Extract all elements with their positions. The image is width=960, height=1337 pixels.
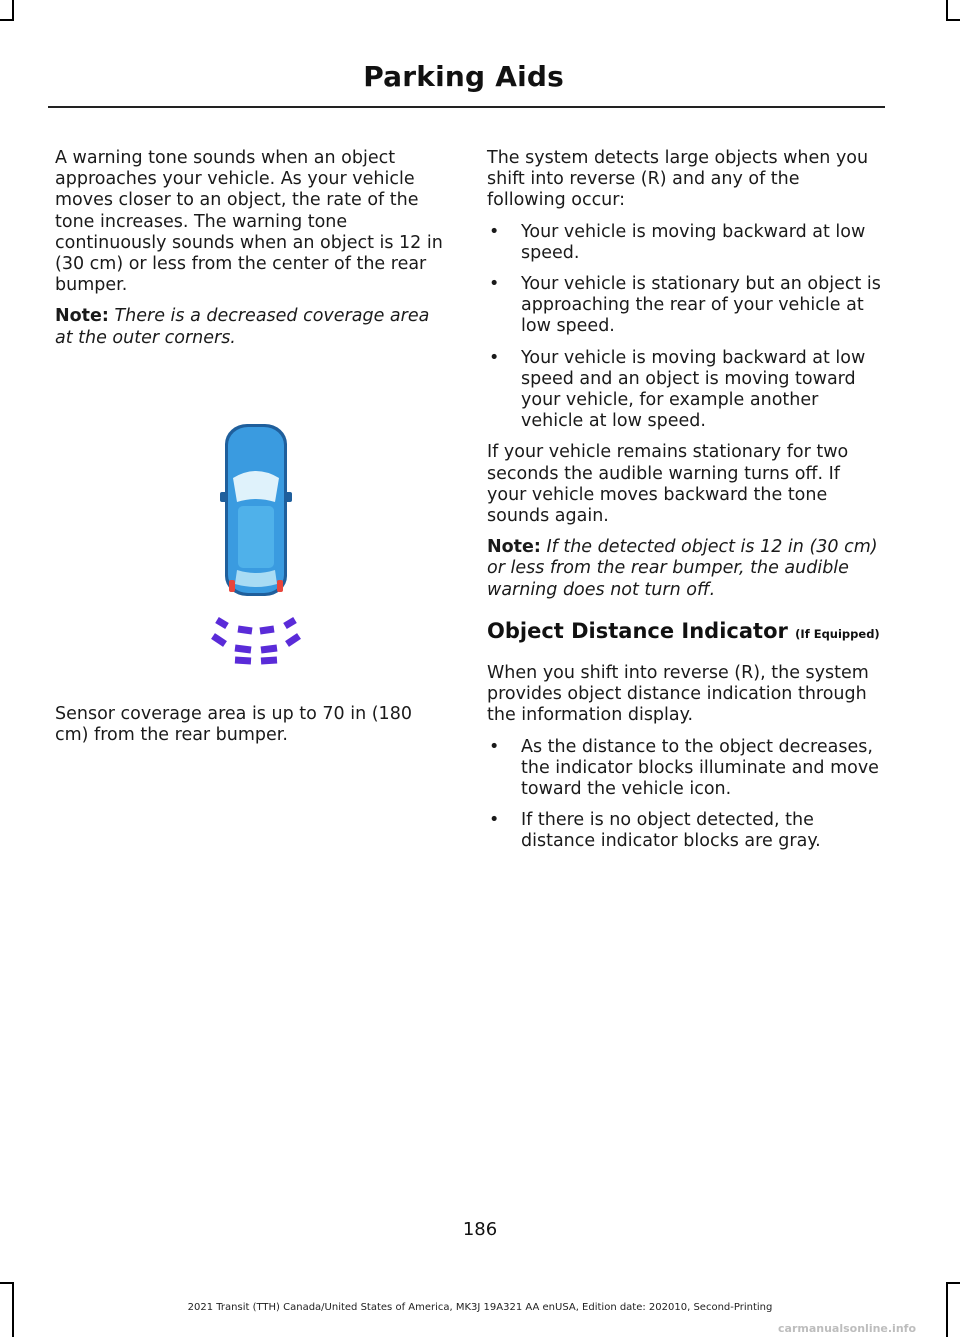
page-number: 186 [462, 1219, 498, 1240]
section-tag: (If Equipped) [795, 626, 880, 641]
footer-text: 2021 Transit (TTH) Canada/United States of America, MK3J 19A321 AA enUSA, Edition date: 202010, Second-Printing [187, 1302, 773, 1313]
crop-mark-bottom-left-h [0, 1282, 14, 1284]
list-item: • As the distance to the object decreases, the indicator blocks illuminate and move toward the vehicle icon. [489, 736, 879, 800]
crop-mark-bottom-right-h [946, 1282, 960, 1284]
header-divider [48, 106, 885, 108]
crop-mark-top-left-v [12, 0, 14, 20]
list-item: • Your vehicle is moving backward at low speed and an object is moving toward your vehicle, for example another vehicle at low speed. [489, 347, 866, 432]
crop-mark-top-left-h [0, 19, 14, 21]
right-column [487, 148, 882, 863]
distance-indicator-list [487, 737, 882, 853]
right-note [487, 537, 882, 601]
detection-intro: The system detects large objects when you shift into reverse (R) and any of the following occur: [487, 148, 869, 211]
stationary-paragraph: If your vehicle remains stationary for two seconds the audible warning turns off. If your vehicle moves backward the tone sounds again. [487, 442, 849, 527]
note-label: Note: [55, 306, 109, 327]
list-item: • Your vehicle is moving backward at low speed. [489, 221, 866, 263]
list-item: • If there is no object detected, the distance indicator blocks are gray. [489, 810, 821, 852]
left-column [55, 148, 448, 359]
distance-indicator-intro: When you shift into reverse (R), the system provides object distance indication through the information display. [487, 663, 869, 726]
vehicle-sensor-figure [205, 420, 315, 670]
note-text: There is a decreased coverage area at the outer corners. [55, 306, 430, 348]
detection-list [487, 222, 882, 433]
note-text: If the detected object is 12 in (30 cm) or less from the rear bumper, the audible warning does not turn off. [487, 537, 878, 600]
sensor-coverage-caption: Sensor coverage area is up to 70 in (180 cm) from the rear bumper. [55, 704, 412, 746]
list-item: • Your vehicle is stationary but an object is approaching the rear of your vehicle at low speed. [489, 274, 881, 337]
page-title: Parking Aids [363, 60, 564, 93]
left-note [55, 306, 448, 348]
warning-tone-paragraph: A warning tone sounds when an object approaches your vehicle. As your vehicle moves closer to an object, the rate of the tone increases. The warning tone continuously sounds when an object is 12 in (30 cm) or less from the center of the rear bumper. [55, 148, 443, 296]
crop-mark-top-right-h [946, 19, 960, 21]
watermark: carmanualsonline.info [778, 1322, 916, 1335]
section-heading: Object Distance Indicator (If Equipped) [487, 618, 880, 643]
vehicle-top-view-icon [205, 420, 315, 670]
note-label: Note: [487, 537, 541, 558]
crop-mark-top-right-v [946, 0, 948, 20]
